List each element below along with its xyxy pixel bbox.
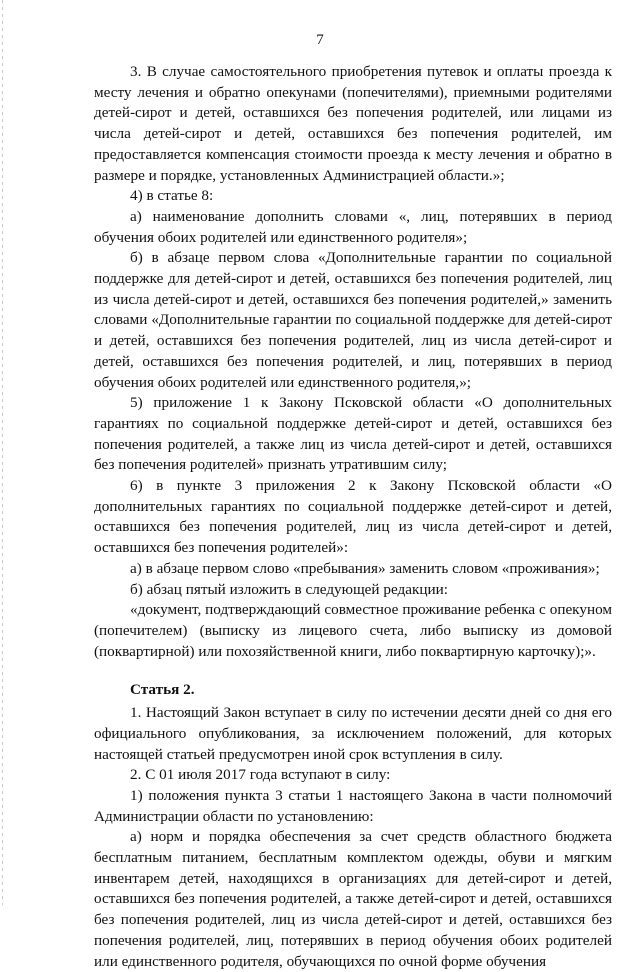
article-paragraph: а) норм и порядка обеспечения за счет средств областного бюджета бесплатным питанием, бесплатным комплектом одежды, обуви и мягким инвентарем детей, находящихся в организациях для детей-сирот и детей, оставшихся без попечения родителей, а также детей-сирот и детей, оставшихся без попечения родителей, лиц из числа детей-сирот и детей, оставшихся без попечения родителей, лиц, потерявших в период обучения обоих родителей или единственного родителя, обучающихся по очной форме обучения bbox=[94, 828, 612, 970]
paragraph: а) наименование дополнить словами «, лиц, потерявших в период обучения обоих родителей или единственного родителя»; bbox=[94, 207, 612, 246]
article-heading: Статья 2. bbox=[130, 681, 195, 699]
article-paragraph: 1. Настоящий Закон вступает в силу по истечении десяти дней со дня его официального опубликования, за исключением положений, для которых настоящей статьей предусмотрен иной срок вступления в силу. bbox=[94, 704, 612, 763]
document-body bbox=[94, 62, 612, 972]
paragraph: 6) в пункте 3 приложения 2 к Закону Псковской области «О дополнительных гарантиях по социальной поддержке детей-сирот и детей, оставшихся без попечения родителей, лиц из числа детей-сирот и детей, оставшихся без попечения родителей»: bbox=[94, 477, 612, 557]
page-number: 7 bbox=[316, 32, 324, 48]
paragraph: б) абзац пятый изложить в следующей редакции: bbox=[130, 580, 448, 598]
paragraph: «документ, подтверждающий совместное проживание ребенка с опекуном (попечителем) (выписку из лицевого счета, либо выписку из домовой (поквартирной) или похозяйственной книги, либо поквартирную карточку);». bbox=[94, 601, 612, 660]
article-paragraph: 1) положения пункта 3 статьи 1 настоящего Закона в части полномочий Администрации области по установлению: bbox=[94, 786, 612, 825]
article-paragraph: 2. С 01 июля 2017 года вступают в силу: bbox=[130, 766, 391, 784]
paragraph: а) в абзаце первом слово «пребывания» заменить словом «проживания»; bbox=[130, 559, 600, 577]
paragraph: б) в абзаце первом слова «Дополнительные гарантии по социальной поддержке для детей-сирот и детей, оставшихся без попечения родителей, лиц из числа детей-сирот и детей, оставшихся без попечения родителей,» заменить словами «Дополнительные гарантии по социальной поддержке для детей-сирот и детей, оставшихся без попечения родителей, лиц из числа детей-сирот и детей, оставшихся без попечения родителей, и лиц, потерявших в период обучения обоих родителей или единственного родителя,»; bbox=[94, 249, 612, 391]
paragraph: 3. В случае самостоятельного приобретения путевок и оплаты проезда к месту лечения и обратно опекунами (попечителями), приемными родителями детей-сирот и детей, оставшихся без попечения родителей, или лицами из числа детей-сирот и детей, оставшихся без попечения родителей, им предоставляется компенсация стоимости проезда к месту лечения и обратно в размере и порядке, установленных Администрацией области.»; bbox=[94, 63, 612, 184]
scan-edge bbox=[2, 0, 3, 905]
paragraph: 5) приложение 1 к Закону Псковской области «О дополнительных гарантиях по социальной поддержке детей-сирот и детей, оставшихся без попечения родителей, а также лиц из числа детей-сирот и детей, оставшихся без попечения родителей» признать утратившим силу; bbox=[94, 394, 612, 474]
paragraph: 4) в статье 8: bbox=[130, 187, 214, 205]
